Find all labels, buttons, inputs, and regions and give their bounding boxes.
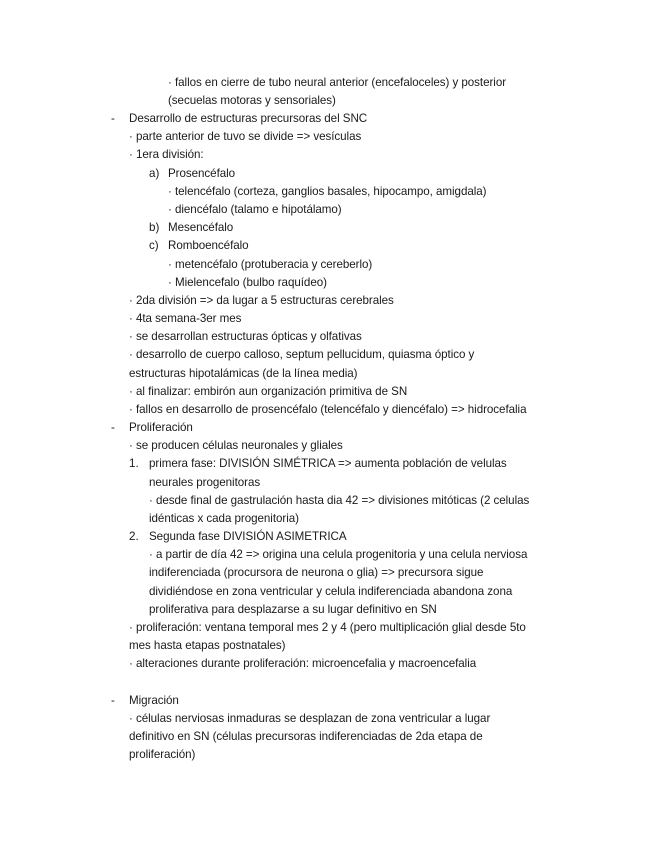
text-line: indiferenciada (procursora de neurona o glia) => precursora sigue [149,566,484,579]
list-number: 1. [129,457,139,470]
text-line: · metencéfalo (protuberacia y cereberlo) [168,258,373,271]
text-line: proliferativa para desplazarse a su lugar definitivo en SN [149,603,437,616]
text-line: neurales progenitoras [149,476,261,489]
text-line: Segunda fase DIVISIÓN ASIMETRICA [149,530,347,543]
text-line: · proliferación: ventana temporal mes 2 y 4 (pero multiplicación glial desde 5to [129,621,526,634]
text-line: Mesencéfalo [168,221,234,234]
list-label: b) [149,221,160,234]
list-bullet: - [111,421,115,434]
text-line: dividiéndose en zona ventricular y celula indiferenciada abandona zona [149,585,513,598]
text-line: · diencéfalo (talamo e hipotálamo) [168,203,342,216]
text-line: · telencéfalo (corteza, ganglios basales, hipocampo, amigdala) [168,185,487,198]
text-line: · desarrollo de cuerpo calloso, septum pellucidum, quiasma óptico y [129,348,475,361]
text-line: estructuras hipotalámicas (de la línea media) [129,367,358,380]
text-line: · alteraciones durante proliferación: microencefalia y macroencefalia [129,657,477,670]
text-line: definitivo en SN (células precursoras indiferenciadas de 2da etapa de [129,730,483,743]
section-heading: Desarrollo de estructuras precursoras del SNC [129,112,368,125]
text-line: · parte anterior de tuvo se divide => vesículas [129,130,362,143]
section-heading: Proliferación [129,421,193,434]
text-line: (secuelas motoras y sensoriales) [168,94,336,107]
text-line: · 1era división: [129,148,204,161]
text-line: · a partir de día 42 => origina una celula progenitoria y una celula nerviosa [149,548,528,561]
list-label: a) [149,167,160,180]
text-line: · fallos en desarrollo de prosencéfalo (telencéfalo y diencéfalo) => hidrocefalia [129,403,527,416]
text-line: · células nerviosas inmaduras se desplazan de zona ventricular a lugar [129,712,491,725]
text-line: · 2da división => da lugar a 5 estructuras cerebrales [129,294,394,307]
list-bullet: - [111,112,115,125]
text-line: · desde final de gastrulación hasta dia 42 => divisiones mitóticas (2 celulas [149,494,530,507]
list-number: 2. [129,530,139,543]
text-line: · se desarrollan estructuras ópticas y olfativas [129,330,362,343]
list-bullet: - [111,694,115,707]
text-line: · al finalizar: embirón aun organización primitiva de SN [129,385,408,398]
section-heading: Migración [129,694,179,707]
text-line: proliferación) [129,748,196,761]
text-line: Prosencéfalo [168,167,236,180]
list-label: c) [149,239,159,252]
text-line: · se producen células neuronales y gliales [129,439,343,452]
text-line: · 4ta semana-3er mes [129,312,242,325]
text-line: idénticas x cada progenitoria) [149,512,299,525]
text-line: mes hasta etapas postnatales) [129,639,286,652]
text-line: primera fase: DIVISIÓN SIMÉTRICA => aumenta población de velulas [149,457,507,470]
text-line: · fallos en cierre de tubo neural anterior (encefaloceles) y posterior [168,76,507,89]
text-line: · Mielencefalo (bulbo raquídeo) [168,276,327,289]
text-line: Romboencéfalo [168,239,249,252]
